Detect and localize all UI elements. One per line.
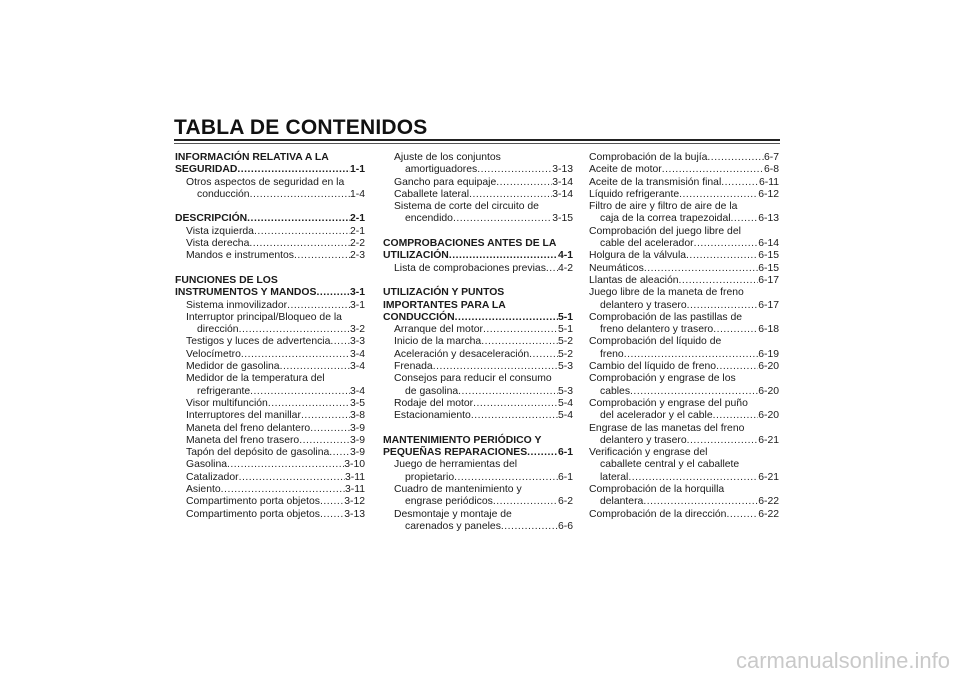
toc-column-2 [383,152,573,533]
toc-entry-text[interactable]: Sistema de corte del circuito de [394,201,539,213]
toc-entry[interactable]: Catalizador ..... 3-11 [175,472,365,484]
toc-entry[interactable]: Compartimento porta objetos ..... 3-12 [175,496,365,508]
toc-entry[interactable]: Aceleración y desaceleración ..... 5-2 [383,349,573,361]
toc-entry[interactable]: Rodaje del motor ..... 5-4 [383,398,573,410]
toc-entry[interactable]: Aceite de la transmisión final ..... 6-11 [589,177,779,189]
toc-entry[interactable]: Lista de comprobaciones previas ..... 4-2 [383,263,573,275]
toc-entry[interactable]: Gasolina ..... 3-10 [175,459,365,471]
toc-entry[interactable]: caja de la correa trapezoidal ..... 6-13 [589,213,779,225]
watermark-text: carmanualsonline.info [735,648,950,673]
toc-entry[interactable]: refrigerante ..... 3-4 [175,386,365,398]
toc-entry-seguridad[interactable]: SEGURIDAD ..... 1-1 [175,164,365,176]
toc-entry[interactable]: Inicio de la marcha ..... 5-2 [383,336,573,348]
toc-entry[interactable]: Maneta del freno delantero ..... 3-9 [175,423,365,435]
toc-entry[interactable]: Visor multifunción ..... 3-5 [175,398,365,410]
toc-entry-text[interactable]: Consejos para reducir el consumo [394,373,552,385]
toc-entry-text[interactable]: Comprobación del juego libre del [589,225,741,237]
toc-entry[interactable]: Estacionamiento ..... 5-4 [383,410,573,422]
toc-entry-text[interactable]: Comprobación y engrase del puño [589,397,748,409]
toc-column-1 [175,152,365,521]
toc-entry-text[interactable]: Interruptor principal/Bloqueo de la [186,311,342,323]
toc-entry[interactable]: carenados y paneles ..... 6-6 [383,521,573,533]
toc-entry[interactable]: propietario ..... 6-1 [383,472,573,484]
toc-entry-text[interactable]: Ajuste de los conjuntos [394,152,501,163]
toc-entry[interactable]: lateral ..... 6-21 [589,472,779,484]
toc-entry-text[interactable]: Juego libre de la maneta de freno [589,287,744,299]
toc-entry[interactable]: Comprobación de la dirección ..... 6-22 [589,509,779,521]
toc-column-3 [589,152,779,521]
toc-entry-text[interactable]: Engrase de las manetas del freno [589,422,745,434]
toc-entry[interactable]: Aceite de motor ..... 6-8 [589,164,779,176]
toc-entry[interactable]: encendido ..... 3-15 [383,213,573,225]
toc-heading: COMPROBACIONES ANTES DE LA [383,238,557,250]
toc-heading: FUNCIONES DE LOS [175,274,278,286]
toc-entry-conduccion[interactable]: CONDUCCIÓN ..... 5-1 [383,312,573,324]
toc-entry[interactable]: Arranque del motor ..... 5-1 [383,324,573,336]
toc-heading: MANTENIMIENTO PERIÓDICO Y [383,434,542,446]
toc-entry[interactable]: delantero y trasero ..... 6-17 [589,300,779,312]
toc-entry[interactable]: Tapón del depósito de gasolina ..... 3-9 [175,447,365,459]
toc-entry[interactable]: dirección ..... 3-2 [175,324,365,336]
toc-entry[interactable]: delantero y trasero ..... 6-21 [589,435,779,447]
toc-entry[interactable]: amortiguadores ..... 3-13 [383,164,573,176]
toc-heading: INFORMACIÓN RELATIVA A LA [175,152,329,163]
toc-entry[interactable]: cable del acelerador ..... 6-14 [589,238,779,250]
title-rule-thick [174,139,780,141]
toc-entry-text[interactable]: Desmontaje y montaje de [394,508,512,520]
toc-entry[interactable]: Mandos e instrumentos ..... 2-3 [175,250,365,262]
toc-entry-text[interactable]: caballete central y el caballete [600,459,740,471]
toc-entry-instrumentos[interactable]: INSTRUMENTOS Y MANDOS ..... 3-1 [175,287,365,299]
toc-entry-text[interactable]: Comprobación de la horquilla [589,484,725,496]
toc-entry[interactable]: Gancho para equipaje ..... 3-14 [383,177,573,189]
toc-entry[interactable]: Medidor de gasolina ..... 3-4 [175,361,365,373]
toc-entry[interactable]: Caballete lateral ..... 3-14 [383,189,573,201]
toc-entry-text[interactable]: Comprobación de las pastillas de [589,311,743,323]
toc-entry[interactable]: Comprobación de la bujía ..... 6-7 [589,152,779,164]
toc-entry[interactable]: del acelerador y el cable ..... 6-20 [589,410,779,422]
toc-entry[interactable]: freno delantero y trasero ..... 6-18 [589,324,779,336]
toc-entry[interactable]: Velocímetro ..... 3-4 [175,349,365,361]
toc-entry[interactable]: Maneta del freno trasero ..... 3-9 [175,435,365,447]
toc-entry-text[interactable]: Filtro de aire y filtro de aire de la [589,201,738,213]
toc-entry-descripcion[interactable]: DESCRIPCIÓN ..... 2-1 [175,213,365,225]
toc-entry-text[interactable]: Medidor de la temperatura del [186,373,325,385]
toc-entry-text[interactable]: Otros aspectos de seguridad en la [186,176,345,188]
toc-entry[interactable]: de gasolina ..... 5-3 [383,386,573,398]
toc-entry[interactable]: delantera ..... 6-22 [589,496,779,508]
toc-entry[interactable]: Llantas de aleación ..... 6-17 [589,275,779,287]
toc-entry[interactable]: Asiento ..... 3-11 [175,484,365,496]
toc-entry[interactable]: Holgura de la válvula ..... 6-15 [589,250,779,262]
page-title: TABLA DE CONTENIDOS [174,116,428,139]
toc-entry[interactable]: cables ..... 6-20 [589,386,779,398]
toc-entry[interactable]: engrase periódicos ..... 6-2 [383,496,573,508]
toc-entry[interactable]: Vista izquierda ..... 2-1 [175,226,365,238]
toc-entry[interactable]: Compartimento porta objetos ..... 3-13 [175,509,365,521]
toc-entry[interactable]: Interruptores del manillar ..... 3-8 [175,410,365,422]
toc-entry[interactable]: Testigos y luces de advertencia ..... 3-3 [175,336,365,348]
toc-heading: IMPORTANTES PARA LA [383,299,506,311]
toc-entry[interactable]: freno ..... 6-19 [589,349,779,361]
toc-entry[interactable]: Cambio del líquido de freno ..... 6-20 [589,361,779,373]
toc-entry-text[interactable]: Cuadro de mantenimiento y [394,484,522,496]
title-rule-thin [174,143,780,144]
toc-entry-mantenimiento[interactable]: PEQUEÑAS REPARACIONES ..... 6-1 [383,447,573,459]
toc-entry-utilizacion[interactable]: UTILIZACIÓN ..... 4-1 [383,250,573,262]
toc-entry-text[interactable]: Comprobación del líquido de [589,336,722,348]
toc-entry[interactable]: Neumáticos ..... 6-15 [589,263,779,275]
toc-entry-text[interactable]: Verificación y engrase del [589,447,708,459]
toc-entry[interactable]: conducción ..... 1-4 [175,189,365,201]
toc-heading: UTILIZACIÓN Y PUNTOS [383,287,505,299]
toc-entry-text[interactable]: Comprobación y engrase de los [589,373,736,385]
toc-entry[interactable]: Líquido refrigerante ..... 6-12 [589,189,779,201]
toc-entry[interactable]: Frenada ..... 5-3 [383,361,573,373]
toc-entry-text[interactable]: Juego de herramientas del [394,459,518,471]
toc-entry[interactable]: Vista derecha ..... 2-2 [175,238,365,250]
toc-entry[interactable]: Sistema inmovilizador ..... 3-1 [175,300,365,312]
